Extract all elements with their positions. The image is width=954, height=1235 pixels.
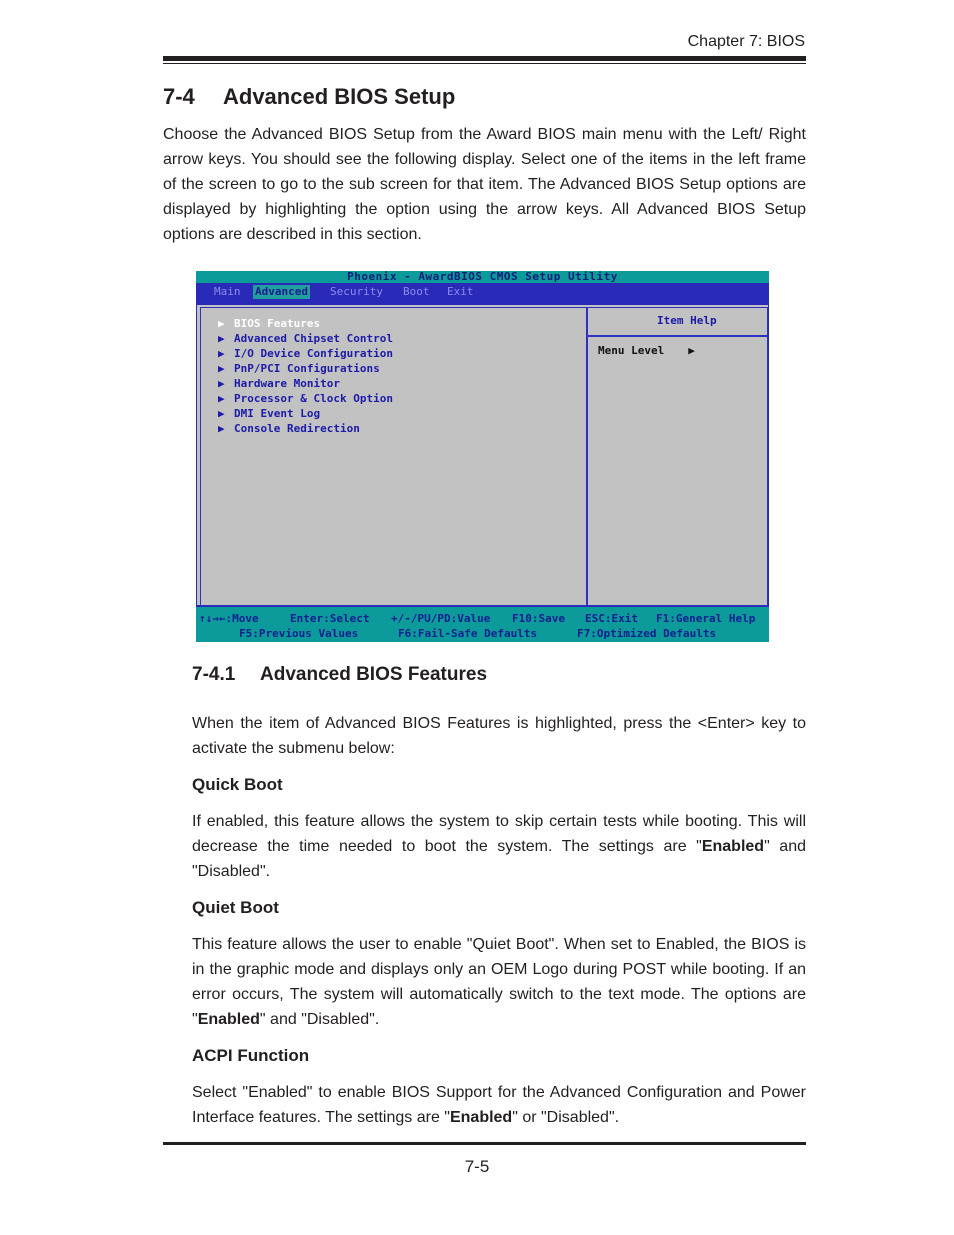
bios-tab-advanced: Advanced (255, 285, 308, 298)
bios-item-bios-features: ▶ BIOS Features (218, 317, 321, 330)
section-title: Advanced BIOS Setup (223, 84, 456, 109)
bios-key-save: F10:Save (512, 612, 565, 625)
subsection-intro: When the item of Advanced BIOS Features is highlighted, press the <Enter> key to activate the submenu below: (192, 715, 806, 757)
triangle-right-icon: ▶ (218, 317, 225, 330)
section-heading (163, 84, 455, 110)
bios-left-frame (200, 307, 587, 606)
bios-item-dmi-event-log: ▶ DMI Event Log (218, 407, 321, 420)
triangle-right-icon: ▶ (218, 347, 225, 360)
subsection-number: 7-4.1 (192, 664, 236, 685)
bios-key-optimized: F7:Optimized Defaults (577, 627, 717, 640)
bios-key-exit: ESC:Exit (585, 612, 638, 625)
quiet-boot-text: This feature allows the user to enable "Quiet Boot". When set to Enabled, the BIOS is in the graphic mode and displays only an OEM Logo during POST while booting. If an error occurs, The system will automatically switch to the text mode. The options are "Enabled" and "Disabled". (192, 936, 806, 1028)
triangle-right-icon: ▶ (688, 344, 695, 357)
bios-tab-main: Main (214, 285, 241, 298)
acpi-default: Enabled (449, 1109, 513, 1126)
footer-rule (163, 1142, 806, 1145)
intro-paragraph: Choose the Advanced BIOS Setup from the Award BIOS main menu with the Left/ Right arrow keys. You should see the following display. Select one of the items in the left frame of the screen to go to the sub screen for that item. The Advanced BIOS Setup options are displayed by highlighting the option using the arrow keys. All Advanced BIOS Setup options are described in this section. (163, 126, 806, 243)
bios-item-console-redirection: ▶ Console Redirection (218, 422, 360, 435)
quick-boot-text: If enabled, this feature allows the system to skip certain tests while booting. This will decrease the time needed to boot the system. The settings are "Enabled" and "Disabled". (192, 813, 806, 880)
bios-key-value: +/-/PU/PD:Value (391, 612, 491, 625)
acpi-heading: ACPI Function (192, 1046, 310, 1065)
bios-item-help: Item Help (657, 314, 717, 327)
bios-item-processor-clock: ▶ Processor & Clock Option (218, 392, 393, 405)
header-rule-thin (163, 63, 806, 64)
triangle-right-icon: ▶ (218, 392, 225, 405)
bios-item-io-device: ▶ I/O Device Configuration (218, 347, 393, 360)
bios-title-bar: Phoenix - AwardBIOS CMOS Setup Utility (196, 271, 769, 283)
triangle-right-icon: ▶ (218, 407, 225, 420)
triangle-right-icon: ▶ (218, 422, 225, 435)
subsection-title: Advanced BIOS Features (260, 664, 488, 685)
page-number: 7-5 (464, 1157, 490, 1176)
acpi-text: Select "Enabled" to enable BIOS Support for the Advanced Configuration and Power Interface features. The settings are "Enabled" or "Disabled". (192, 1084, 806, 1126)
bios-tab-exit: Exit (447, 285, 474, 298)
bios-tab-security: Security (330, 285, 383, 298)
bios-key-failsafe: F6:Fail-Safe Defaults (398, 627, 538, 640)
quiet-boot-default: Enabled (197, 1011, 260, 1028)
triangle-right-icon: ▶ (218, 377, 225, 390)
bios-key-select: Enter:Select (290, 612, 370, 625)
header-rule (163, 56, 806, 61)
bios-item-chipset: ▶ Advanced Chipset Control (218, 332, 393, 345)
section-number: 7-4 (163, 84, 195, 109)
bios-menu-level: Menu Level ▶ (598, 344, 695, 357)
bios-footer (196, 607, 769, 642)
bios-screenshot (196, 271, 769, 642)
bios-tab-boot: Boot (403, 285, 430, 298)
bios-menu-bar (196, 283, 769, 301)
bios-help-frame (587, 336, 768, 606)
subsection-heading (192, 664, 487, 686)
quiet-boot-heading: Quiet Boot (192, 898, 279, 917)
bios-item-hardware-monitor: ▶ Hardware Monitor (218, 377, 340, 390)
triangle-right-icon: ▶ (218, 362, 225, 375)
quick-boot-heading: Quick Boot (192, 775, 283, 794)
bios-key-move: ↑↓→←:Move (199, 612, 259, 625)
bios-key-help: F1:General Help (656, 612, 756, 625)
bios-key-previous: F5:Previous Values (239, 627, 359, 640)
chapter-header: Chapter 7: BIOS (687, 33, 805, 50)
quick-boot-default: Enabled (701, 838, 765, 855)
triangle-right-icon: ▶ (218, 332, 225, 345)
bios-item-pnp-pci: ▶ PnP/PCI Configurations (218, 362, 380, 375)
